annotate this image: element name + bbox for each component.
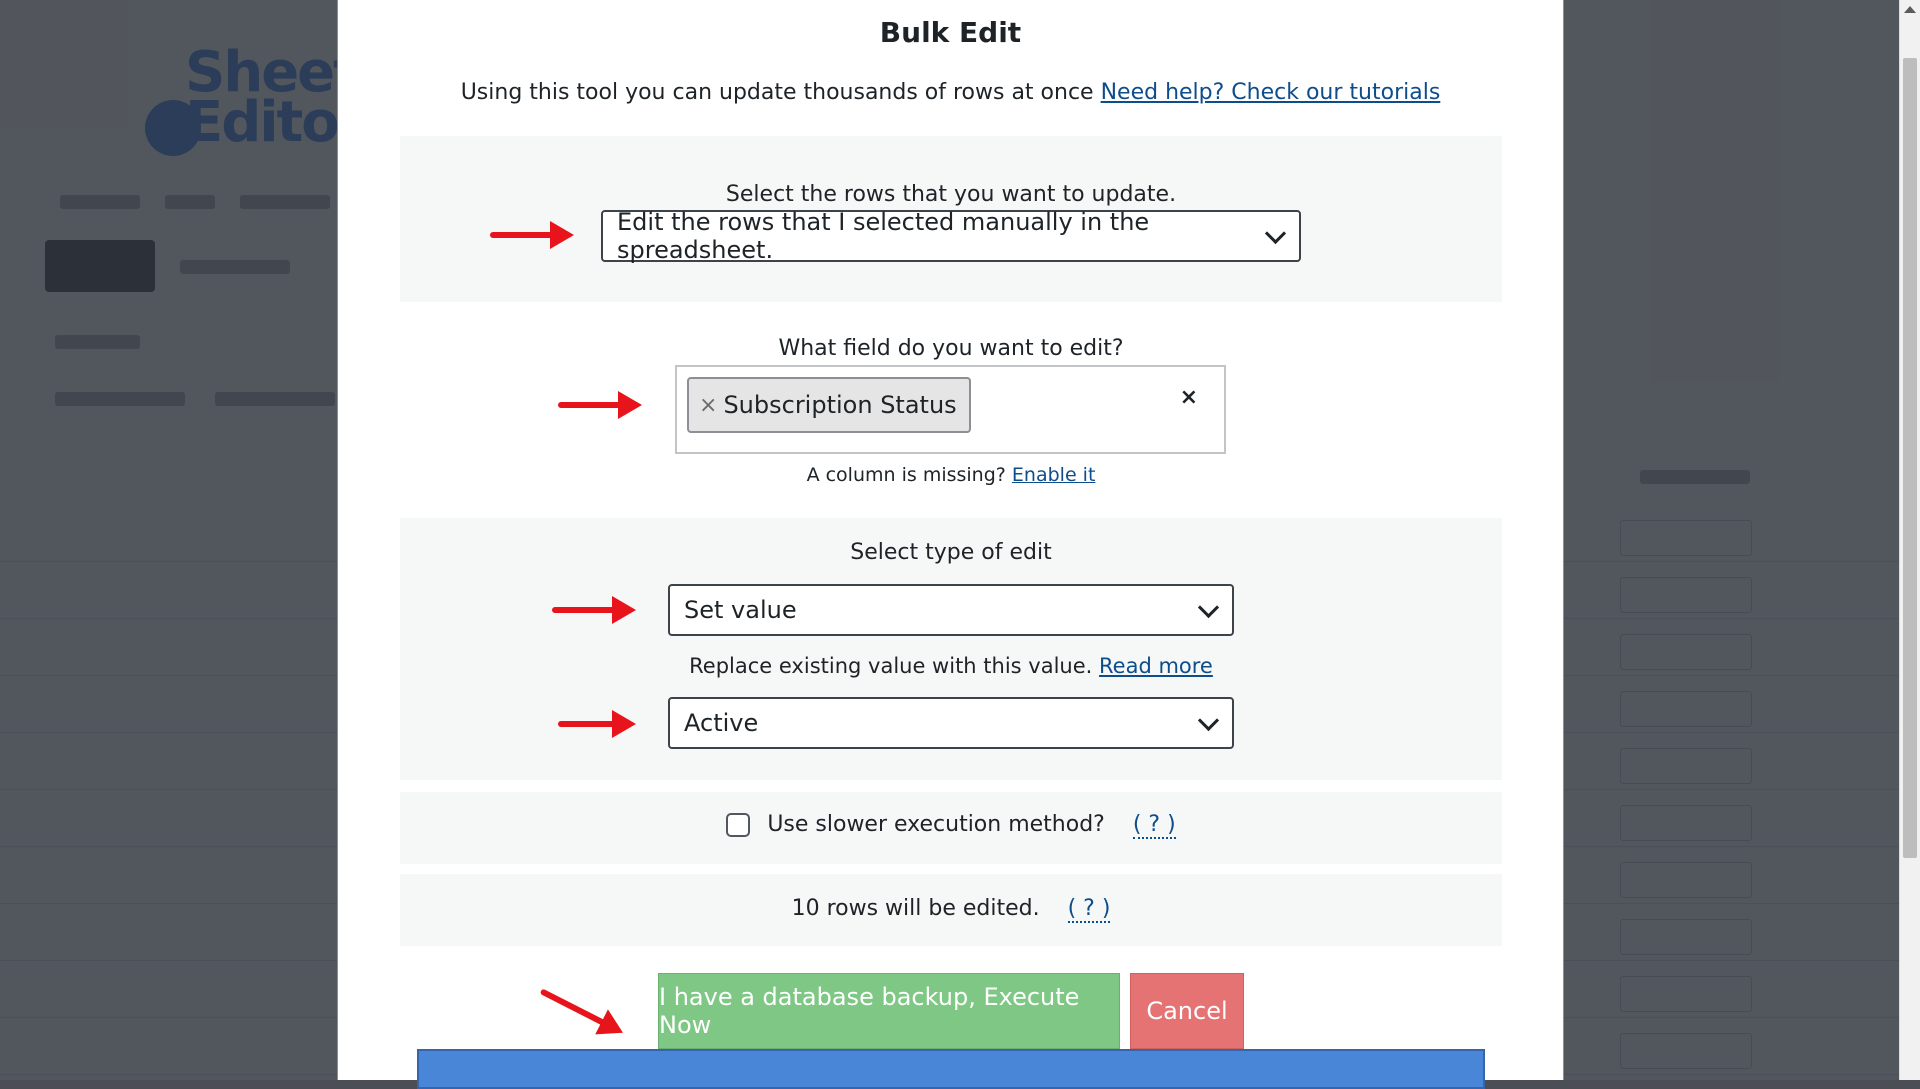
annotation-arrow-icon (490, 232, 560, 238)
slower-method-label: Use slower execution method? (767, 812, 1105, 837)
rows-count-section (400, 874, 1502, 946)
field-multiselect[interactable] (675, 365, 1226, 454)
annotation-arrow-icon (540, 988, 612, 1029)
progress-bar-area (417, 1049, 1485, 1089)
read-more-link[interactable]: Read more (1099, 654, 1213, 678)
value-select-value: Active (684, 709, 759, 737)
edit-type-section (400, 518, 1502, 780)
field-tag (687, 377, 971, 433)
rows-label: Select the rows that you want to update. (725, 182, 1177, 207)
enable-column-link[interactable]: Enable it (1011, 464, 1096, 486)
scrollbar-thumb[interactable] (1903, 58, 1917, 858)
field-tag-label: Subscription Status (723, 391, 957, 419)
tag-remove-icon[interactable]: × (699, 392, 718, 418)
field-label: What field do you want to edit? (778, 336, 1124, 361)
slower-method-checkbox[interactable] (726, 813, 750, 837)
rows-select[interactable] (601, 210, 1301, 262)
annotation-arrow-icon (558, 402, 628, 408)
annotation-arrow-icon (558, 721, 622, 727)
bulk-edit-modal (337, 0, 1564, 1080)
rows-count-text: 10 rows will be edited. (791, 896, 1040, 921)
column-missing-note (400, 464, 1502, 486)
description-text: Replace existing value with this value. (689, 654, 1093, 678)
edit-type-value: Set value (684, 596, 797, 624)
edit-type-select[interactable] (668, 584, 1234, 636)
missing-text: A column is missing? (806, 464, 1006, 486)
modal-title: Bulk Edit (879, 16, 1022, 49)
rows-count-row (400, 896, 1502, 921)
rows-section (400, 136, 1502, 302)
value-select[interactable] (668, 697, 1234, 749)
slower-help-link[interactable]: ( ? ) (1132, 812, 1176, 837)
slower-method-row (400, 812, 1502, 837)
execute-now-button[interactable]: I have a database backup, Execute Now (658, 973, 1120, 1049)
annotation-arrow-icon (552, 607, 622, 613)
page-scrollbar[interactable] (1899, 0, 1920, 1080)
modal-intro (338, 80, 1563, 105)
chevron-down-icon (1198, 710, 1219, 731)
scroll-up-icon[interactable] (1904, 6, 1916, 13)
rows-count-help-link[interactable]: ( ? ) (1067, 896, 1111, 921)
edit-type-description (400, 654, 1502, 678)
cancel-button[interactable]: Cancel (1130, 973, 1244, 1049)
rows-select-value: Edit the rows that I selected manually in the spreadsheet. (617, 208, 1150, 264)
edit-type-label: Select type of edit (850, 540, 1052, 565)
help-tutorials-link[interactable]: Need help? Check our tutorials (1100, 80, 1441, 105)
intro-text: Using this tool you can update thousands of rows at once (460, 80, 1094, 105)
chevron-down-icon (1198, 597, 1219, 618)
slower-method-section (400, 792, 1502, 864)
clear-field-icon[interactable]: × (1179, 385, 1198, 410)
